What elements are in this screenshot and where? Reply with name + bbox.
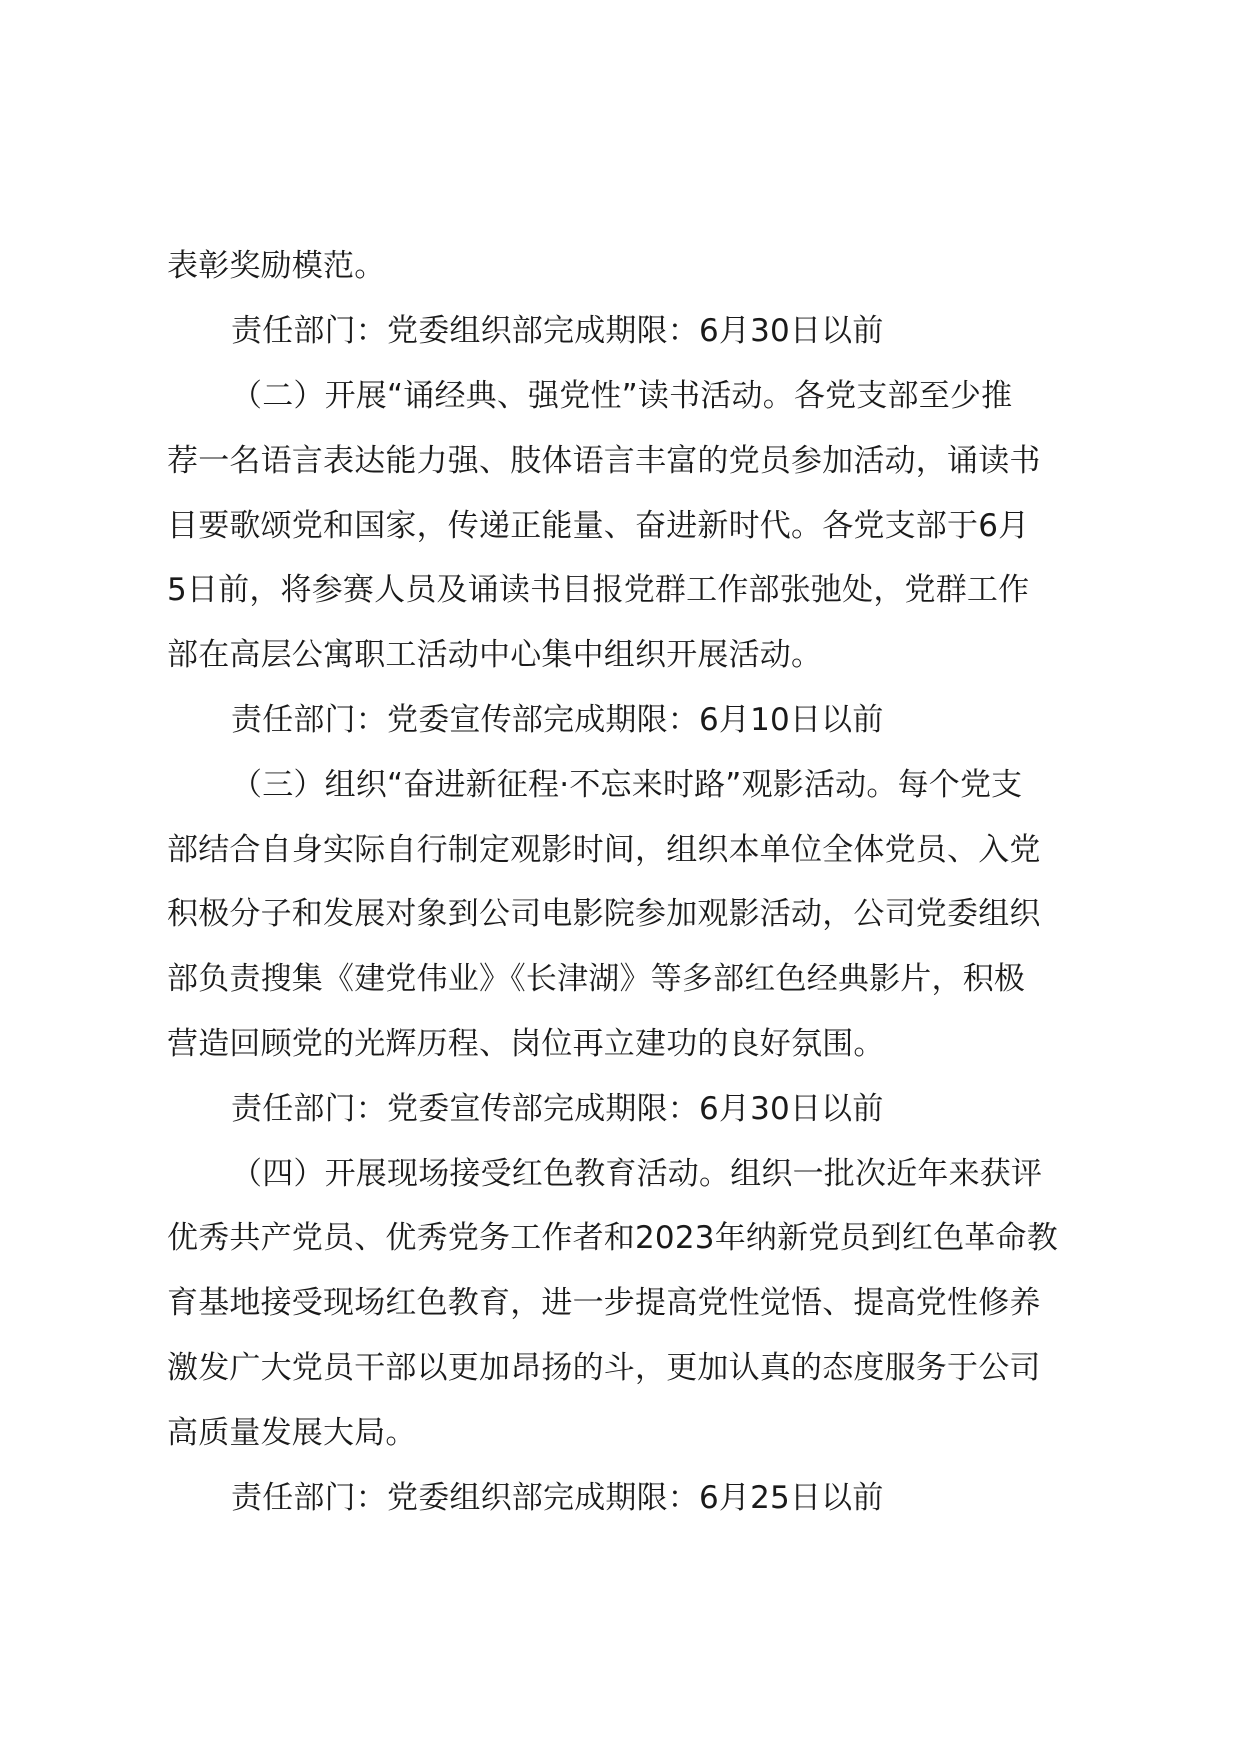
paragraph-line: 优秀共产党员、优秀党务工作者和2023年纳新党员到红色革命教 <box>167 1220 1058 1256</box>
section-heading-line: （四）开展现场接受红色教育活动。组织一批次近年来获评 <box>231 1156 1043 1192</box>
paragraph-line: 表彰奖励模范。 <box>167 248 386 284</box>
paragraph-line: 积极分子和发展对象到公司电影院参加观影活动，公司党委组织 <box>167 896 1041 932</box>
paragraph-line: 育基地接受现场红色教育，进一步提高党性觉悟、提高党性修养 <box>167 1285 1041 1321</box>
section-heading-line: （二）开展“诵经典、强党性”读书活动。各党支部至少推 <box>231 378 1013 414</box>
paragraph-line: 激发广大党员干部以更加昂扬的斗，更加认真的态度服务于公司 <box>167 1350 1041 1386</box>
section-heading-line: （三）组织“奋进新征程·不忘来时路”观影活动。每个党支 <box>231 767 1023 803</box>
responsibility-line: 责任部门：党委宣传部完成期限：6月10日以前 <box>231 702 884 738</box>
responsibility-line: 责任部门：党委宣传部完成期限：6月30日以前 <box>231 1091 884 1127</box>
responsibility-line: 责任部门：党委组织部完成期限：6月25日以前 <box>231 1480 884 1516</box>
paragraph-line: 部负责搜集《建党伟业》《长津湖》等多部红色经典影片，积极 <box>167 961 1026 997</box>
responsibility-line: 责任部门：党委组织部完成期限：6月30日以前 <box>231 313 884 349</box>
paragraph-line: 部在高层公寓职工活动中心集中组织开展活动。 <box>167 637 823 673</box>
paragraph-line: 部结合自身实际自行制定观影时间，组织本单位全体党员、入党 <box>167 832 1041 868</box>
paragraph-line: 高质量发展大局。 <box>167 1415 417 1451</box>
paragraph-line: 5日前，将参赛人员及诵读书目报党群工作部张弛处，党群工作 <box>167 572 1030 608</box>
paragraph-line: 荐一名语言表达能力强、肢体语言丰富的党员参加活动，诵读书 <box>167 443 1041 479</box>
paragraph-line: 目要歌颂党和国家，传递正能量、奋进新时代。各党支部于6月 <box>167 508 1030 544</box>
paragraph-line: 营造回顾党的光辉历程、岗位再立建功的良好氛围。 <box>167 1026 885 1062</box>
